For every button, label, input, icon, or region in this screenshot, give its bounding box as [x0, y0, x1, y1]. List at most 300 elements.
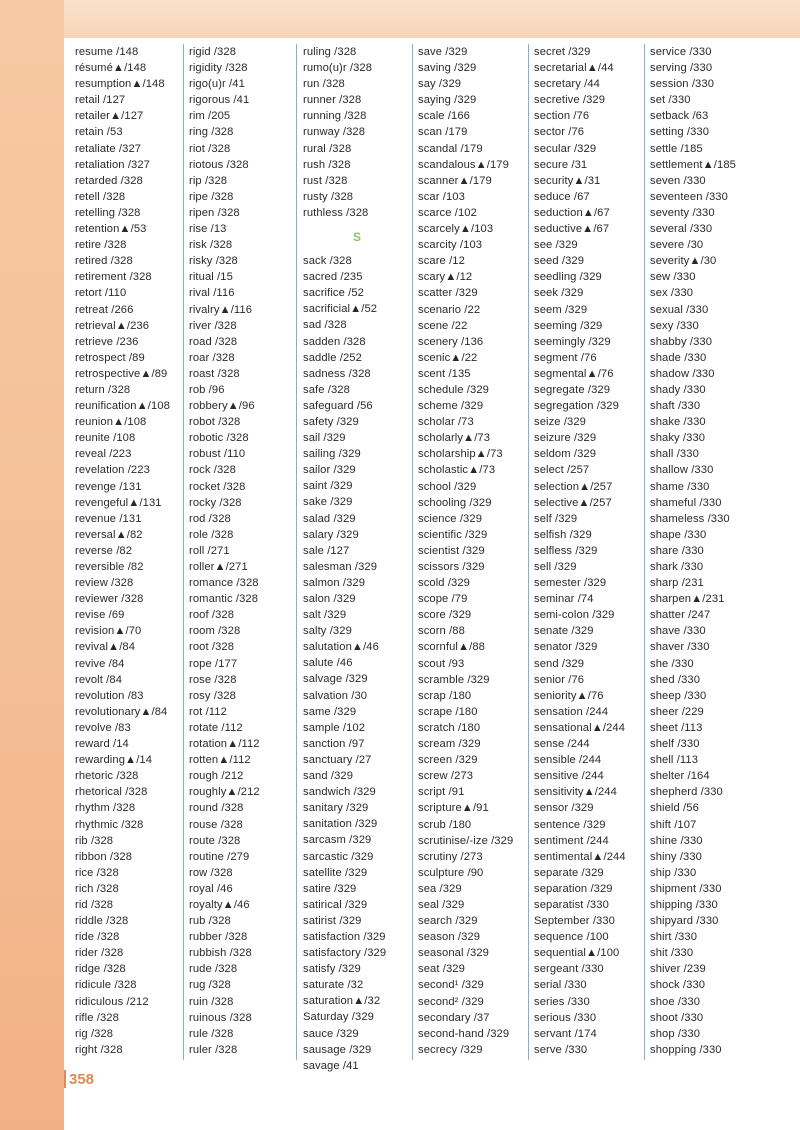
index-entry: rid /328: [75, 898, 114, 911]
index-entry: sequence /100: [534, 931, 609, 944]
index-entry: security▲/31: [534, 174, 601, 187]
index-entry: shipyard /330: [650, 915, 719, 928]
column-3-part-s: [303, 253, 411, 1074]
index-entry: shiny /330: [650, 850, 702, 863]
index-entry: saint /329: [303, 480, 353, 493]
index-entry: satellite /329: [303, 866, 368, 879]
index-entry: second-hand /329: [418, 1027, 510, 1040]
index-entry: secretive /329: [534, 94, 606, 107]
index-entry: robust /110: [189, 448, 246, 461]
index-entry: romantic /328: [189, 593, 259, 606]
index-entry: shit /330: [650, 947, 694, 960]
index-entry: salesman /329: [303, 560, 378, 573]
index-entry: roughly▲/212: [189, 786, 260, 799]
index-entry: sentimental▲/244: [534, 850, 626, 863]
index-entry: rocky /328: [189, 496, 242, 509]
index-entry: rotten▲/112: [189, 754, 251, 767]
index-entry: shape /330: [650, 528, 707, 541]
index-entry: reveal /223: [75, 448, 132, 461]
index-entry: shaver /330: [650, 641, 710, 654]
index-entry: rose /328: [189, 673, 237, 686]
index-entry: settlement▲/185: [650, 158, 736, 171]
index-entry: sensational▲/244: [534, 721, 626, 734]
index-entry: same /329: [303, 705, 357, 718]
index-entry: ridicule /328: [75, 979, 137, 992]
index-column-5: [534, 44, 642, 1058]
index-entry: retrieval▲/236: [75, 319, 150, 332]
index-entry: roar /328: [189, 351, 235, 364]
index-entry: sensation /244: [534, 705, 609, 718]
index-entry: revelation /223: [75, 464, 150, 477]
index-entry: rider /328: [75, 947, 124, 960]
index-entry: sensitivity▲/244: [534, 786, 617, 799]
index-entry: rival /116: [189, 287, 235, 300]
index-entry: rhetoric /328: [75, 770, 139, 783]
index-entry: rhetorical /328: [75, 786, 148, 799]
index-entry: seemingly /329: [534, 335, 611, 348]
index-entry: series /330: [534, 995, 590, 1008]
index-entry: ruler /328: [189, 1043, 238, 1056]
index-entry: shake /330: [650, 416, 706, 429]
index-entry: secular /329: [534, 142, 597, 155]
index-entry: ship /330: [650, 866, 697, 879]
index-entry: ruin /328: [189, 995, 234, 1008]
index-entry: setting /330: [650, 126, 710, 139]
index-entry: saturate /32: [303, 979, 364, 992]
index-entry: rub /328: [189, 915, 231, 928]
index-entry: set /330: [650, 94, 691, 107]
index-entry: see /329: [534, 239, 578, 252]
index-entry: satisfaction /329: [303, 930, 386, 943]
index-entry: retailer▲/127: [75, 110, 144, 123]
index-entry: shield /56: [650, 802, 699, 815]
index-entry: sale /127: [303, 544, 350, 557]
index-entry: rib /328: [75, 834, 114, 847]
index-entry: scarcely▲/103: [418, 223, 494, 236]
index-entry: retirement /328: [75, 271, 152, 284]
index-entry: rumo(u)r /328: [303, 62, 373, 75]
index-entry: seventeen /330: [650, 190, 728, 203]
index-entry: scandal /179: [418, 142, 483, 155]
index-entry: sexy /330: [650, 319, 699, 332]
index-entry: servant /174: [534, 1027, 597, 1040]
index-entry: rigorous /41: [189, 94, 250, 107]
index-entry: shady /330: [650, 383, 706, 396]
index-entry: sea /329: [418, 882, 462, 895]
index-entry: reverse /82: [75, 544, 133, 557]
index-entry: sailor /329: [303, 464, 356, 477]
index-entry: second¹ /329: [418, 979, 484, 992]
index-entry: shock /330: [650, 979, 706, 992]
index-entry: secretary /44: [534, 78, 600, 91]
index-entry: salutation▲/46: [303, 641, 379, 654]
index-entry: rural /328: [303, 142, 352, 155]
index-entry: secondary /37: [418, 1011, 490, 1024]
index-entry: science /329: [418, 512, 483, 525]
index-entry: roast /328: [189, 367, 240, 380]
index-entry: sense /244: [534, 738, 590, 751]
index-entry: satisfy /329: [303, 963, 361, 976]
index-entry: return /328: [75, 383, 131, 396]
index-entry: sheep /330: [650, 689, 707, 702]
index-entry: revolutionary▲/84: [75, 705, 168, 718]
column-divider: [412, 44, 413, 1060]
index-entry: ritual /15: [189, 271, 233, 284]
index-entry: sell /329: [534, 561, 577, 573]
index-entry: retain /53: [75, 126, 123, 139]
index-entry: selfless /329: [534, 544, 598, 557]
index-entry: salary /329: [303, 528, 359, 541]
index-entry: sacrificial▲/52: [303, 303, 378, 316]
index-entry: sausage /329: [303, 1043, 372, 1056]
index-entry: sanitary /329: [303, 802, 369, 815]
index-entry: rise /13: [189, 223, 227, 236]
index-entry: scanner▲/179: [418, 174, 492, 187]
index-entry: selective▲/257: [534, 496, 612, 509]
index-entry: sculpture /90: [418, 866, 484, 879]
index-entry: rotate /112: [189, 721, 243, 734]
page-margin-band: [0, 0, 64, 1130]
index-entry: scenario /22: [418, 303, 481, 316]
index-entry: scarce /102: [418, 206, 477, 219]
index-entry: running /328: [303, 110, 367, 123]
index-entry: scar /103: [418, 190, 465, 203]
index-entry: rude /328: [189, 963, 238, 976]
index-entry: shell /113: [650, 754, 699, 767]
index-entry: review /328: [75, 577, 134, 590]
index-entry: retelling /328: [75, 206, 141, 219]
index-entry: rewarding▲/14: [75, 754, 153, 767]
index-entry: rule /328: [189, 1027, 234, 1040]
index-entry: shed /330: [650, 673, 701, 686]
index-entry: semi-colon /329: [534, 609, 615, 622]
index-entry: sensible /244: [534, 754, 602, 767]
index-entry: satire /329: [303, 882, 357, 895]
index-entry: sarcasm /329: [303, 834, 372, 847]
index-entry: saying /329: [418, 94, 477, 107]
index-entry: scripture▲/91: [418, 802, 489, 815]
index-entry: scholarly▲/73: [418, 432, 491, 445]
index-entry: riddle /328: [75, 915, 129, 928]
index-entry: row /328: [189, 866, 233, 879]
index-entry: retort /110: [75, 287, 127, 300]
index-entry: revenge /131: [75, 480, 142, 493]
index-entry: sergeant /330: [534, 963, 604, 976]
index-entry: retaliate /327: [75, 142, 142, 155]
index-entry: Saturday /329: [303, 1011, 374, 1024]
index-entry: segmental▲/76: [534, 367, 614, 380]
index-entry: reversible /82: [75, 561, 144, 573]
index-entry: rush /328: [303, 158, 351, 171]
index-entry: secretarial▲/44: [534, 62, 614, 75]
index-entry: September /330: [534, 915, 616, 928]
index-entry: retire /328: [75, 239, 127, 252]
index-entry: sake /329: [303, 496, 353, 509]
index-entry: sensitive /244: [534, 770, 604, 783]
letter-heading: S: [352, 230, 361, 245]
index-entry: rip /328: [189, 174, 228, 187]
index-entry: revise /69: [75, 609, 125, 622]
index-entry: salon /329: [303, 593, 356, 605]
index-entry: separate /329: [534, 866, 604, 879]
index-entry: reunite /108: [75, 432, 136, 445]
index-entry: ridiculous /212: [75, 995, 149, 1008]
index-entry: sauce /329: [303, 1027, 359, 1040]
index-entry: scale /166: [418, 110, 470, 123]
index-entry: rough /212: [189, 770, 244, 783]
index-entry: shabby /330: [650, 335, 713, 348]
index-entry: scandalous▲/179: [418, 158, 509, 171]
index-entry: salvation /30: [303, 689, 368, 702]
page-number-bar: [64, 1070, 66, 1088]
index-entry: select /257: [534, 464, 590, 477]
index-entry: seedling /329: [534, 271, 602, 284]
index-entry: scrutiny /273: [418, 850, 483, 863]
index-entry: salute /46: [303, 657, 353, 670]
index-entry: runner /328: [303, 94, 362, 107]
column-divider: [183, 44, 184, 1060]
index-entry: robbery▲/96: [189, 400, 255, 413]
index-entry: shoot /330: [650, 1011, 704, 1024]
index-entry: shatter /247: [650, 609, 711, 622]
index-entry: salvage /329: [303, 673, 368, 686]
index-entry: round /328: [189, 802, 244, 815]
index-entry: seminar /74: [534, 593, 594, 606]
index-entry: retired /328: [75, 255, 133, 268]
index-entry: role /328: [189, 528, 234, 541]
index-entry: shaky /330: [650, 432, 706, 445]
index-entry: rig /328: [75, 1027, 114, 1040]
index-entry: sharpen▲/231: [650, 593, 725, 606]
index-entry: retention▲/53: [75, 223, 147, 236]
index-entry: seat /329: [418, 963, 465, 976]
index-entry: retrospective▲/89: [75, 367, 168, 380]
index-entry: seasonal /329: [418, 947, 489, 960]
index-entry: send /329: [534, 657, 585, 670]
index-entry: revolve /83: [75, 721, 131, 734]
index-entry: shaft /330: [650, 400, 701, 413]
index-entry: risky /328: [189, 255, 238, 268]
index-entry: saddle /252: [303, 351, 362, 364]
index-entry: sandwich /329: [303, 786, 376, 799]
index-entry: revision▲/70: [75, 625, 142, 638]
index-entry: seduction▲/67: [534, 206, 610, 219]
index-entry: seizure /329: [534, 432, 597, 445]
index-entry: resumption▲/148: [75, 78, 165, 91]
index-entry: road /328: [189, 335, 238, 348]
index-entry: severity▲/30: [650, 255, 717, 268]
index-entry: seventy /330: [650, 206, 715, 219]
index-entry: separation /329: [534, 882, 613, 895]
index-entry: revolution /83: [75, 689, 144, 702]
index-entry: savage /41: [303, 1059, 359, 1072]
index-entry: safety /329: [303, 415, 359, 428]
index-entry: ripe /328: [189, 190, 234, 203]
index-entry: save /329: [418, 46, 468, 58]
index-entry: scold /329: [418, 577, 470, 590]
index-entry: sensor /329: [534, 802, 594, 815]
index-entry: rice /328: [75, 866, 119, 879]
index-entry: setback /63: [650, 110, 709, 123]
index-entry: retrospect /89: [75, 351, 145, 364]
index-entry: selfish /329: [534, 528, 592, 541]
index-entry: saving /329: [418, 62, 477, 75]
index-entry: score /329: [418, 609, 472, 622]
index-entry: seize /329: [534, 416, 586, 429]
index-entry: segment /76: [534, 351, 597, 364]
index-entry: revival▲/84: [75, 641, 136, 654]
index-entry: scramble /329: [418, 673, 490, 686]
page-header-band: [0, 0, 800, 38]
index-entry: scholarship▲/73: [418, 448, 503, 461]
index-entry: sadness /328: [303, 367, 371, 380]
index-entry: route /328: [189, 834, 241, 847]
index-entry: sacred /235: [303, 271, 363, 284]
column-3-part-r: [303, 44, 411, 221]
index-entry: sentiment /244: [534, 834, 609, 847]
index-entry: scientific /329: [418, 528, 488, 541]
index-entry: retell /328: [75, 190, 126, 203]
index-entry: room /328: [189, 625, 241, 638]
column-divider: [644, 44, 645, 1060]
index-entry: sex /330: [650, 287, 694, 300]
index-entry: salt /329: [303, 609, 347, 622]
index-entry: risk /328: [189, 239, 233, 252]
index-entry: semester /329: [534, 577, 607, 590]
index-entry: roll /271: [189, 544, 230, 557]
index-entry: seed /329: [534, 255, 585, 268]
index-entry: shiver /239: [650, 963, 706, 976]
index-entry: rim /205: [189, 110, 231, 123]
index-entry: scenic▲/22: [418, 351, 478, 364]
index-entry: seduce /67: [534, 190, 590, 203]
index-entry: senate /329: [534, 625, 594, 638]
index-entry: second² /329: [418, 995, 484, 1008]
index-entry: rob /96: [189, 383, 225, 396]
index-entry: scare /12: [418, 255, 465, 268]
index-entry: serious /330: [534, 1011, 597, 1024]
index-entry: service /330: [650, 46, 712, 58]
index-entry: scrape /180: [418, 705, 478, 718]
index-column-3: [303, 44, 411, 1074]
index-entry: secrecy /329: [418, 1043, 483, 1056]
index-entry: reviewer /328: [75, 593, 144, 606]
index-entry: retarded /328: [75, 174, 143, 187]
index-column-4: [418, 44, 526, 1058]
page-number: [64, 1070, 94, 1088]
index-entry: serve /330: [534, 1043, 588, 1056]
index-entry: seem /329: [534, 303, 588, 316]
index-entry: rigid /328: [189, 46, 237, 58]
index-entry: sew /330: [650, 271, 696, 284]
index-entry: run /328: [303, 78, 345, 91]
index-entry: scary▲/12: [418, 271, 473, 284]
index-entry: safe /328: [303, 383, 350, 396]
index-entry: robotic /328: [189, 432, 249, 445]
index-entry: sarcastic /329: [303, 850, 374, 863]
page-number-text: 358: [69, 1070, 95, 1088]
index-entry: rhythm /328: [75, 802, 136, 815]
index-entry: salty /329: [303, 625, 352, 638]
index-entry: satisfactory /329: [303, 947, 387, 960]
index-entry: rotation▲/112: [189, 738, 260, 751]
index-entry: resume /148: [75, 46, 139, 58]
index-entry: shall /330: [650, 448, 699, 461]
index-entry: shift /107: [650, 818, 697, 831]
index-entry: root /328: [189, 641, 235, 654]
index-entry: shop /330: [650, 1027, 701, 1040]
index-entry: shine /330: [650, 834, 703, 847]
index-entry: royal /46: [189, 882, 233, 895]
index-entry: sanitation /329: [303, 818, 378, 831]
index-entry: routine /279: [189, 850, 250, 863]
index-entry: rot /112: [189, 705, 227, 718]
index-entry: retaliation /327: [75, 158, 150, 171]
index-entry: shade /330: [650, 351, 707, 364]
index-entry: ride /328: [75, 931, 120, 944]
index-entry: seldom /329: [534, 448, 597, 461]
index-entry: shipment /330: [650, 882, 722, 895]
index-entry: rosy /328: [189, 689, 236, 702]
index-entry: shipping /330: [650, 898, 718, 911]
index-entry: shoe /330: [650, 995, 701, 1008]
index-entry: scorn /88: [418, 625, 465, 638]
index-entry: screen /329: [418, 754, 478, 767]
index-entry: she /330: [650, 657, 694, 670]
index-entry: sequential▲/100: [534, 947, 620, 960]
index-entry: scholar /73: [418, 416, 474, 429]
index-column-1: [75, 44, 183, 1058]
index-entry: sack /328: [303, 255, 352, 268]
index-entry: sanction /97: [303, 737, 365, 750]
index-entry: satirist /329: [303, 914, 362, 927]
index-entry: rock /328: [189, 464, 236, 477]
index-entry: scan /179: [418, 126, 468, 139]
index-entry: scream /329: [418, 738, 481, 751]
index-entry: sector /76: [534, 126, 585, 139]
index-entry: ruling /328: [303, 46, 357, 58]
index-entry: sheet /113: [650, 721, 703, 734]
index-entry: scrub /180: [418, 818, 472, 831]
index-entry: scrutinise/-ize /329: [418, 834, 514, 847]
index-entry: secure /31: [534, 158, 588, 171]
index-entry: reward /14: [75, 738, 129, 751]
index-entry: shopping /330: [650, 1043, 722, 1056]
index-entry: scornful▲/88: [418, 641, 485, 654]
index-column-6: [650, 44, 758, 1058]
index-entry: retail /127: [75, 94, 126, 107]
index-entry: seeming /329: [534, 319, 603, 332]
index-entry: scratch /180: [418, 721, 481, 734]
index-entry: sanctuary /27: [303, 753, 372, 766]
index-entry: résumé▲/148: [75, 62, 147, 75]
index-entry: salmon /329: [303, 576, 366, 589]
index-entry: share /330: [650, 544, 704, 557]
index-entry: ruinous /328: [189, 1011, 252, 1024]
index-entry: scene /22: [418, 319, 468, 332]
index-entry: rust /328: [303, 174, 348, 187]
index-entry: runway /328: [303, 126, 366, 139]
index-entry: seductive▲/67: [534, 223, 610, 236]
index-entry: shame /330: [650, 480, 710, 493]
index-entry: scrap /180: [418, 689, 472, 702]
index-entry: segregate /329: [534, 383, 611, 396]
index-entry: sharp /231: [650, 577, 704, 590]
index-entry: severe /30: [650, 239, 704, 252]
index-entry: rigo(u)r /41: [189, 78, 245, 91]
index-entry: rivalry▲/116: [189, 303, 253, 316]
index-entry: ridge /328: [75, 963, 126, 976]
